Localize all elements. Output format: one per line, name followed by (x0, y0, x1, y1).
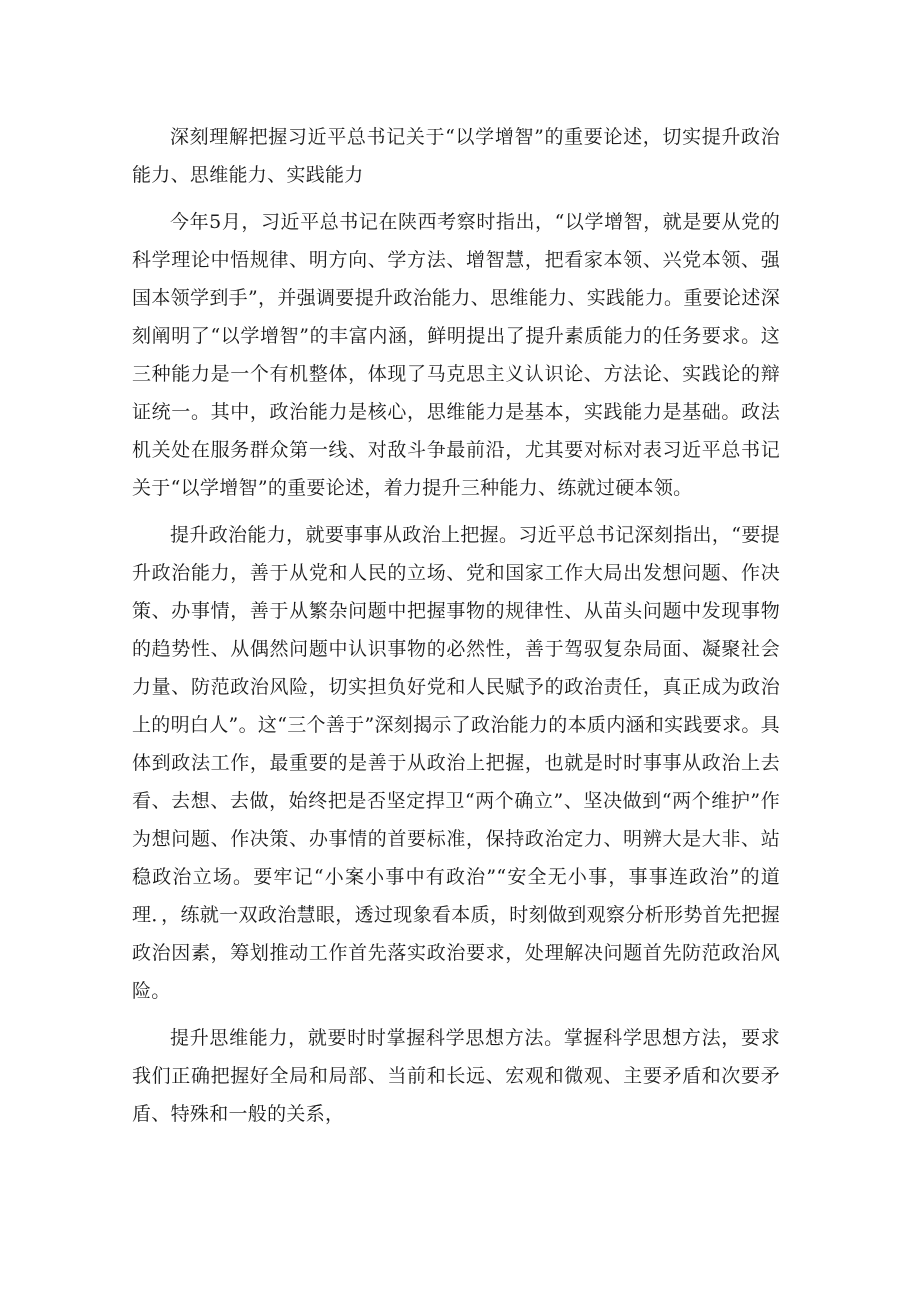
document-body (132, 118, 780, 1142)
heading-paragraph: 深刻理解把握习近平总书记关于“以学增智”的重要论述，切实提升政治能力、思维能力、实践能力 (132, 126, 780, 186)
paragraph-political-ability: 提升政治能力，就要事事从政治上把握。习近平总书记深刻指出，“要提升政治能力，善于从党和人民的立场、党和国家工作大局出发想问题、作决策、办事情，善于从繁杂问题中把握事物的规律性、从苗头问题中发现事物的趋势性、从偶然问题中认识事物的必然性，善于驾驭复杂局面、凝聚社会力量、防范政治风险，切实担负好党和人民赋予的政治责任，真正成为政治上的明白人”。这“三个善于”深刻揭示了政治能力的本质内涵和实践要求。具体到政法工作，最重要的是善于从政治上把握，也就是时时事事从政治上去看、去想、去做，始终把是否坚定捍卫“两个确立”、坚决做到“两个维护”作为想问题、作决策、办事情的首要标准，保持政治定力、明辨大是大非、站稳政治立场。要牢记“小案小事中有政治”“安全无小事，事事连政治”的道理．，练就一双政治慧眼，透过现象看本质，时刻做到观察分析形势首先把握政治因素，筹划推动工作首先落实政治要求，处理解决问题首先防范政治风险。 (132, 524, 780, 1002)
paragraph-thinking-ability: 提升思维能力，就要时时掌握科学思想方法。掌握科学思想方法，要求我们正确把握好全局和局部、当前和长远、宏观和微观、主要矛盾和次要矛盾、特殊和一般的关系， (132, 1027, 780, 1125)
paragraph-intro: 今年5月，习近平总书记在陕西考察时指出，“以学增智，就是要从党的科学理论中悟规律、明方向、学方法、增智慧，把看家本领、兴党本领、强国本领学到手”，并强调要提升政治能力、思维能力、实践能力。重要论述深刻阐明了“以学增智”的丰富内涵，鲜明提出了提升素质能力的任务要求。这三种能力是一个有机整体，体现了马克思主义认识论、方法论、实践论的辩证统一。其中，政治能力是核心，思维能力是基本，实践能力是基础。政法机关处在服务群众第一线、对敌斗争最前沿，尤其要对标对表习近平总书记关于“以学增智”的重要论述，着力提升三种能力、练就过硬本领。 (132, 211, 780, 499)
